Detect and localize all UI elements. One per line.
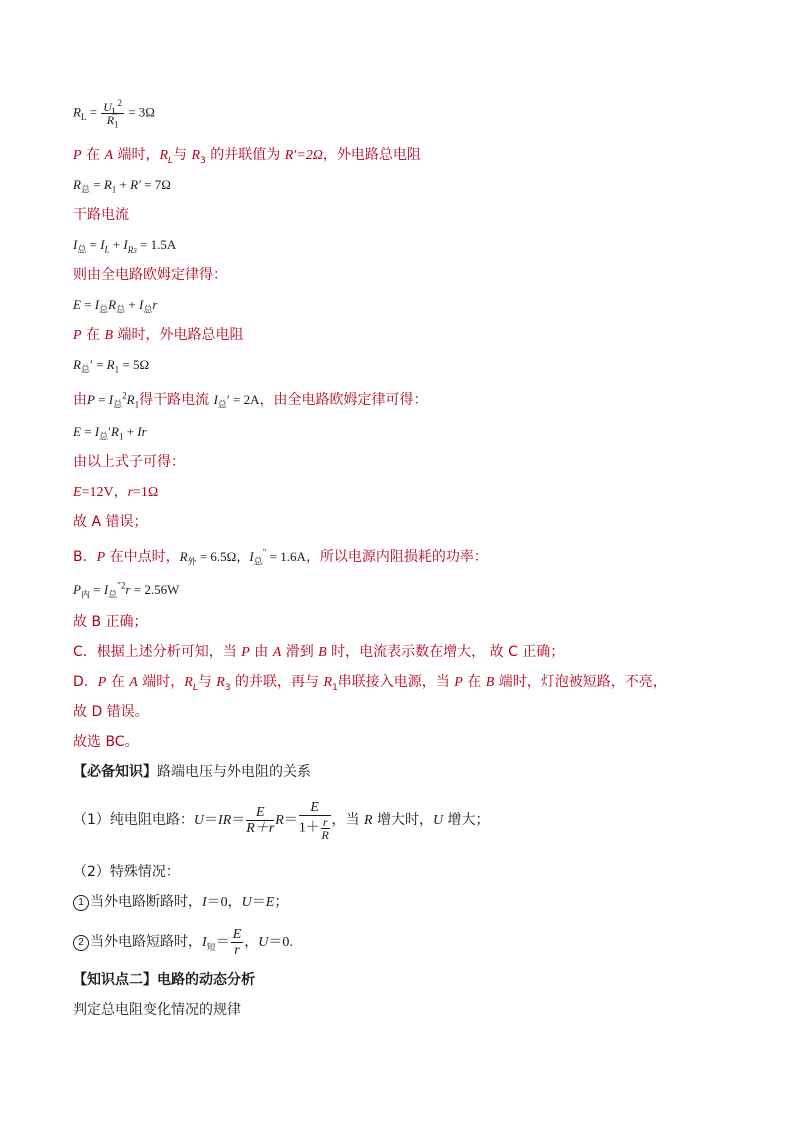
symbol: I (108, 392, 114, 407)
heading-text: 路端电压与外电阻的关系 (157, 764, 311, 780)
symbol: R (106, 357, 115, 372)
text: 得干路电流 (139, 392, 214, 408)
value: = 1.5A (136, 237, 177, 252)
fraction (101, 98, 124, 130)
subscript: 总 (99, 304, 109, 315)
circled-number-icon: 2 (73, 935, 89, 951)
subscript: 总 (143, 304, 153, 315)
text: 端时， (137, 674, 185, 690)
superscript: ″2 (117, 580, 126, 591)
operator: = (94, 392, 109, 407)
symbol: U (258, 935, 269, 950)
value: = 6.5Ω， (196, 549, 250, 564)
symbol: U (241, 895, 252, 910)
text: 由 (249, 644, 273, 660)
symbol: E (73, 297, 81, 312)
text-line (73, 390, 428, 410)
text: ，所以电源内阻损耗的功率： (305, 549, 488, 565)
text: 在中点时， (105, 549, 180, 565)
operator: = (86, 237, 101, 252)
symbol: I (123, 237, 128, 252)
value: ＝0， (206, 895, 242, 910)
value: ′ = 2A (226, 392, 260, 407)
text: 由以上式子可得： (73, 454, 185, 470)
formula-terminal-voltage (73, 800, 490, 841)
symbol: A (104, 148, 114, 163)
symbol: R (363, 813, 373, 828)
superscript: ″ (262, 547, 267, 558)
text: C．根据上述分析可知，当 (73, 644, 242, 660)
subscript: 总 (80, 364, 90, 375)
symbol: E (73, 424, 81, 439)
subscript: 1 (332, 682, 338, 693)
symbol: R (108, 297, 117, 312)
text: 故 D 错误。 (73, 704, 149, 720)
symbol: B (318, 645, 327, 660)
text-line (73, 862, 180, 882)
subscript: 短 (206, 942, 216, 953)
symbol: I (73, 237, 78, 252)
text: 当外电路短路时， (90, 934, 202, 950)
symbol: P (73, 328, 82, 343)
operator: = (89, 582, 104, 597)
text: （2）特殊情况： (73, 864, 180, 880)
subscript: 总 (108, 589, 118, 600)
subscript: L (111, 106, 118, 117)
text: 当外电路断路时， (90, 894, 202, 910)
text-line (73, 732, 139, 752)
text: 故 A 错误； (73, 514, 148, 530)
symbol: R′=2Ω (284, 148, 323, 163)
denominator: R (321, 828, 329, 843)
subscript: 总 (253, 556, 263, 567)
symbol: P (97, 675, 107, 690)
subscript: L (80, 112, 87, 123)
subscript: 总 (116, 304, 126, 315)
symbol: A (129, 675, 138, 690)
subscript: 总 (217, 399, 227, 410)
subscript: 总 (99, 431, 109, 442)
symbol: r (127, 485, 134, 500)
text: 与 (197, 674, 217, 690)
text-line (73, 642, 564, 663)
symbol: R (191, 148, 201, 163)
symbol: U (432, 813, 444, 828)
symbol: I (202, 895, 207, 910)
text-line (73, 612, 148, 632)
value: =1Ω (133, 485, 159, 500)
formula-total-resistance-b (73, 355, 149, 375)
text: 在 (462, 674, 486, 690)
symbol: R (111, 424, 119, 439)
text: 的并联值为 (205, 147, 285, 163)
symbol: R (126, 392, 135, 407)
symbol: R (159, 148, 169, 163)
symbol: r (125, 582, 131, 597)
operator: = (80, 424, 95, 439)
text: D． (73, 674, 98, 690)
text: 串联接入电源，当 (337, 674, 455, 690)
text: ，由全电路欧姆定律可得： (259, 392, 428, 408)
formula-internal-power (73, 580, 179, 600)
text: 滑到 (281, 644, 319, 660)
text-line (73, 452, 185, 472)
section-heading-knowledge (73, 762, 311, 782)
subscript: 外 (187, 556, 197, 567)
symbol: R′ (130, 177, 141, 192)
heading-label: 【必备知识】 (73, 764, 157, 780)
symbol: U (103, 100, 112, 114)
symbol: Ir (137, 424, 147, 439)
denominator: R＋r (246, 821, 275, 837)
section-heading-topic-two (73, 970, 255, 990)
text: 端时，灯泡被短路，不亮， (494, 674, 667, 690)
formula-ohm-law-a (73, 295, 157, 315)
denominator (101, 113, 124, 130)
text: 时，电流表示数在增大， 故 C 正确； (326, 644, 565, 660)
text-line (73, 145, 421, 166)
value: = 7Ω (140, 177, 171, 192)
symbol: P (454, 675, 463, 690)
operator: = (89, 177, 104, 192)
text-line (73, 672, 667, 693)
symbol: I (100, 237, 105, 252)
operator: ＝ (215, 935, 230, 950)
formula-total-resistance (73, 175, 171, 195)
symbol: B (485, 675, 495, 690)
symbol: I (103, 582, 109, 597)
subscript: 总 (77, 244, 87, 255)
numerator: E (299, 800, 331, 816)
denominator: r (234, 942, 240, 958)
text: 增大； (443, 812, 490, 828)
text: 故 B 正确； (73, 614, 148, 630)
value: = 2.56W (130, 582, 180, 597)
operator: = (80, 297, 95, 312)
text: 由 (73, 392, 87, 408)
subscript: 内 (80, 589, 90, 600)
operator: ′ = (89, 357, 107, 372)
formula-ohm-law-b (73, 422, 147, 442)
prime: ′ (108, 424, 111, 439)
text-line (73, 512, 147, 532)
superscript: 2 (122, 390, 127, 401)
operator: + (109, 237, 124, 252)
symbol: I (202, 935, 207, 950)
symbol: P (241, 645, 250, 660)
fraction (246, 805, 274, 836)
subscript: 1 (118, 431, 124, 442)
denominator (299, 816, 331, 841)
text: 的并联，再与 (230, 674, 324, 690)
symbol: R (73, 357, 81, 372)
subscript: L (168, 155, 174, 166)
text-line (73, 1000, 241, 1020)
nested-fraction (321, 816, 330, 841)
numerator: r (322, 815, 328, 830)
text: 则由全电路欧姆定律得： (73, 267, 227, 283)
subscript (128, 245, 137, 255)
formula-main-current (73, 235, 176, 255)
operator: = (86, 104, 101, 120)
operator: ＝ (231, 813, 246, 828)
symbol: R (73, 104, 81, 120)
text: 干路电流 (73, 207, 129, 223)
subscript-symbol: R (127, 244, 134, 255)
text: ，外电路总电阻 (322, 147, 421, 163)
symbol: P (73, 582, 81, 597)
formula-lamp-resistance (73, 98, 155, 130)
value: = 3Ω (124, 104, 155, 120)
text: （1）纯电阻电路： (73, 812, 194, 828)
subscript: 3 (224, 682, 231, 693)
symbol: r (152, 297, 158, 312)
text-line (73, 547, 488, 568)
symbol: B (104, 328, 114, 343)
text: ，当 (331, 812, 364, 828)
symbol: I (138, 297, 144, 312)
operator: ＝ (251, 895, 266, 910)
symbol: P (73, 148, 82, 163)
text-line (73, 265, 227, 285)
symbol: I (213, 392, 218, 407)
value: = 5Ω (119, 357, 150, 372)
text: 在 (81, 147, 105, 163)
value: = 1.6A (266, 549, 306, 564)
subscript: 3 (200, 155, 206, 166)
subscript: L (104, 244, 110, 255)
subscript: L (192, 682, 198, 693)
symbol: R (179, 549, 188, 564)
symbol: P (96, 550, 106, 565)
text: 端时，外电路总电阻 (113, 327, 244, 343)
subscript: 1 (111, 184, 117, 195)
symbol: I (249, 549, 254, 564)
subscript: 总 (113, 399, 123, 410)
text: 与 (173, 147, 192, 163)
value: =12V， (81, 485, 128, 500)
subscript: 1 (134, 399, 140, 410)
numerator: E (232, 926, 242, 942)
symbol: R (216, 675, 225, 690)
result-line (73, 482, 158, 503)
symbol: R (323, 675, 333, 690)
subscript: 1 (114, 119, 119, 130)
symbol: R (106, 113, 115, 127)
subscript-index: 3 (133, 246, 137, 255)
symbol: E (265, 895, 275, 910)
symbol: R (184, 675, 193, 690)
symbol: R (73, 177, 81, 192)
heading-label: 【知识点二】 (73, 972, 157, 988)
operator: + (125, 297, 139, 312)
symbol: A (272, 645, 282, 660)
text: 在 (81, 327, 105, 343)
special-case-short-circuit (73, 922, 293, 963)
value: ＝0. (268, 935, 293, 950)
text: ， (244, 934, 259, 950)
text: B． (73, 549, 97, 565)
symbol: P (87, 392, 95, 407)
text: 判定总电阻变化情况的规律 (73, 1002, 241, 1018)
special-case-open-circuit (73, 892, 288, 913)
text-line (73, 205, 129, 225)
circled-number-icon: 1 (73, 895, 89, 911)
text: 端时， (113, 147, 160, 163)
fraction (299, 800, 331, 841)
subscript: 1 (114, 364, 120, 375)
operator: ＝ (283, 813, 298, 828)
symbol: U (193, 813, 205, 828)
text: 增大时， (372, 812, 433, 828)
symbol: I (94, 424, 100, 439)
text: 在 (106, 674, 130, 690)
text: ； (274, 894, 289, 910)
operator: + (116, 177, 131, 192)
symbol: I (94, 297, 100, 312)
operator: ＝ (204, 813, 219, 828)
symbol: E (73, 485, 82, 500)
superscript: 2 (117, 98, 122, 108)
text-line (73, 325, 243, 346)
denominator-term: 1＋ (298, 821, 320, 836)
numerator: E (246, 805, 274, 821)
symbol: IR (218, 813, 232, 828)
subscript: 总 (80, 184, 90, 195)
symbol: R (275, 813, 284, 828)
operator: + (123, 424, 138, 439)
symbol: R (103, 177, 112, 192)
fraction (231, 927, 244, 958)
text: 故选 BC。 (73, 734, 139, 750)
text-line (73, 702, 149, 722)
heading-text: 电路的动态分析 (157, 972, 255, 988)
